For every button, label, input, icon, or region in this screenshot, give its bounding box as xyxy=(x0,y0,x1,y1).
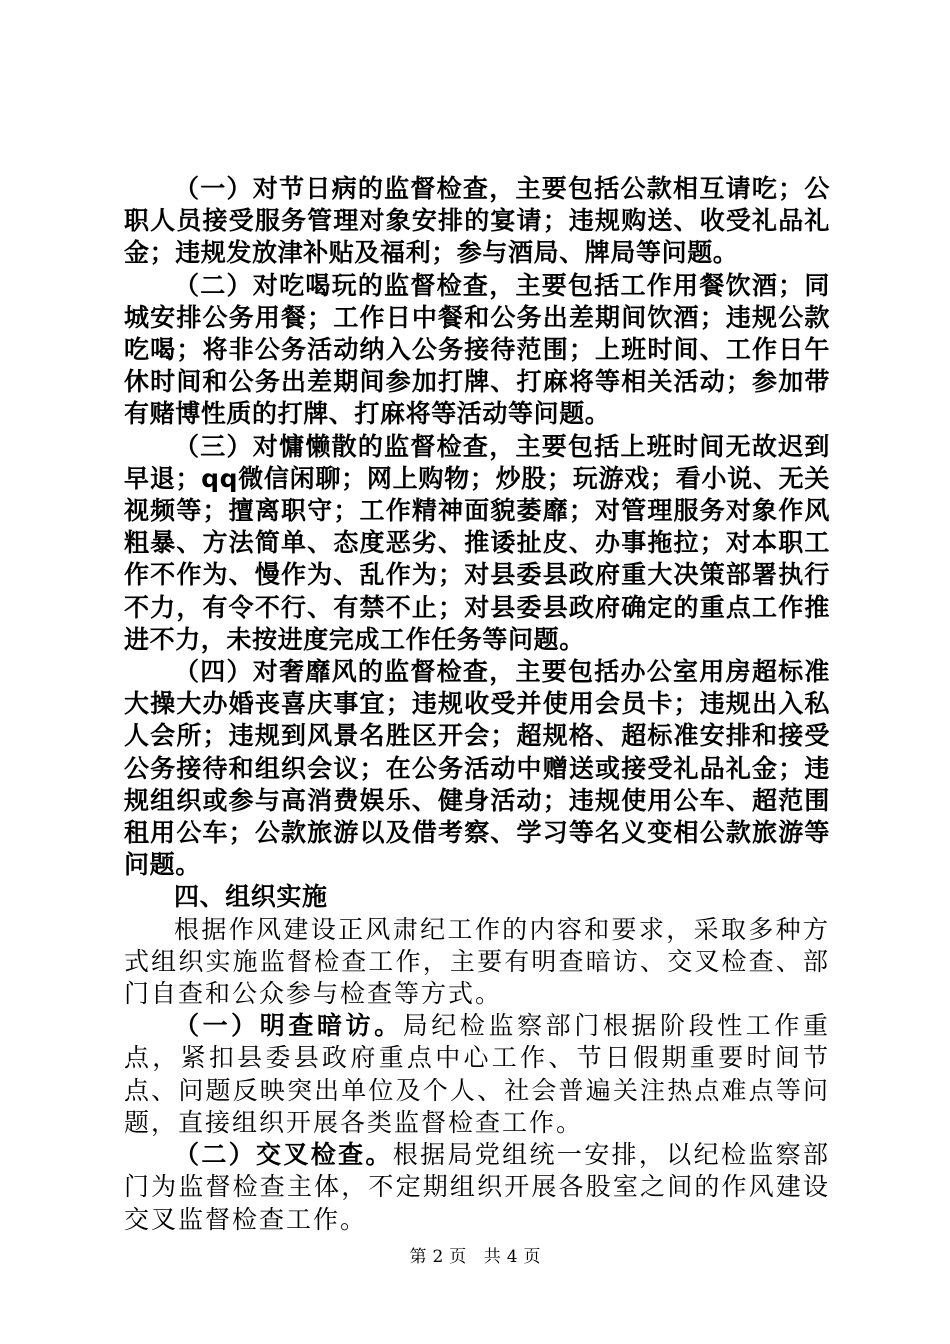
paragraph-festival-issues: （一）对节日病的监督检查，主要包括公款相互请吃；公职人员接受服务管理对象安排的宴请；违规购送、收受礼品礼金；违规发放津补贴及福利；参与酒局、牌局等问题。 xyxy=(124,174,830,268)
paragraph-extravagance: （四）对奢靡风的监督检查，主要包括办公室用房超标准大操大办婚丧喜庆事宜；违规收受并使用会员卡；违规出入私人会所；违规到风景名胜区开会；超规格、超标准安排和接受公务接待和组织会议；在公务活动中赠送或接受礼品礼金；违规组织或参与高消费娱乐、健身活动；违规使用公车、超范围租用公车；公款旅游以及借考察、学习等名义变相公款旅游等问题。 xyxy=(124,657,830,880)
page-prefix: 第 xyxy=(409,1247,427,1267)
current-page: 2 xyxy=(432,1247,444,1267)
paragraph-cross-inspection xyxy=(124,1139,830,1236)
paragraph-text: 根据局党组统一安排，以纪检监察部门为监督检查主体，不定期组织开展各股室之间的作风建设交叉监督检查工作。 xyxy=(124,1140,830,1234)
paragraph-text: 局纪检监察部门根据阶段性工作重点，紧扣县委县政府重点中心工作、节日假期重要时间节点、问题反映突出单位及个人、社会普遍关注热点难点等问题，直接组织开展各类监督检查工作。 xyxy=(124,1011,830,1137)
paragraph-open-secret-inspection xyxy=(124,1010,830,1139)
paragraph-eating-drinking: （二）对吃喝玩的监督检查，主要包括工作用餐饮酒；同城安排公务用餐；工作日中餐和公务出差期间饮酒；违规公款吃喝；将非公务活动纳入公务接待范围；上班时间、工作日午休时间和公务出差期间参加打牌、打麻将等相关活动；参加带有赌博性质的打牌、打麻将等活动等问题。 xyxy=(124,270,830,429)
paragraph-laziness: （三）对慵懒散的监督检查，主要包括上班时间无故迟到早退；qq微信闲聊；网上购物；炒股；玩游戏；看小说、无关视频等；擅离职守；工作精神面貌萎靡；对管理服务对象作风粗暴、方法简单、态度恶劣、推诿扯皮、办事拖拉；对本职工作不作为、慢作为、乱作为；对县委县政府重大决策部署执行不力，有令不行、有禁不止；对县委县政府确定的重点工作推进不力，未按进度完成工作任务等问题。 xyxy=(124,431,830,654)
total-pages-label xyxy=(481,1247,544,1267)
total-prefix: 共 xyxy=(483,1247,501,1267)
document-body xyxy=(124,173,830,1236)
total-suffix: 页 xyxy=(523,1247,541,1267)
paragraph-organization-intro: 根据作风建设正风肃纪工作的内容和要求，采取多种方式组织实施监督检查工作，主要有明查暗访、交叉检查、部门自查和公众参与检查等方式。 xyxy=(124,914,830,1009)
page-number-label xyxy=(406,1247,469,1267)
paragraph-lead: （一）明查暗访。 xyxy=(174,1011,403,1041)
section-heading: 四、组织实施 xyxy=(174,882,328,912)
page-suffix: 页 xyxy=(449,1247,467,1267)
page-footer xyxy=(0,1242,950,1267)
total-pages: 4 xyxy=(506,1247,518,1267)
paragraph-lead: （二）交叉检查。 xyxy=(174,1140,393,1170)
